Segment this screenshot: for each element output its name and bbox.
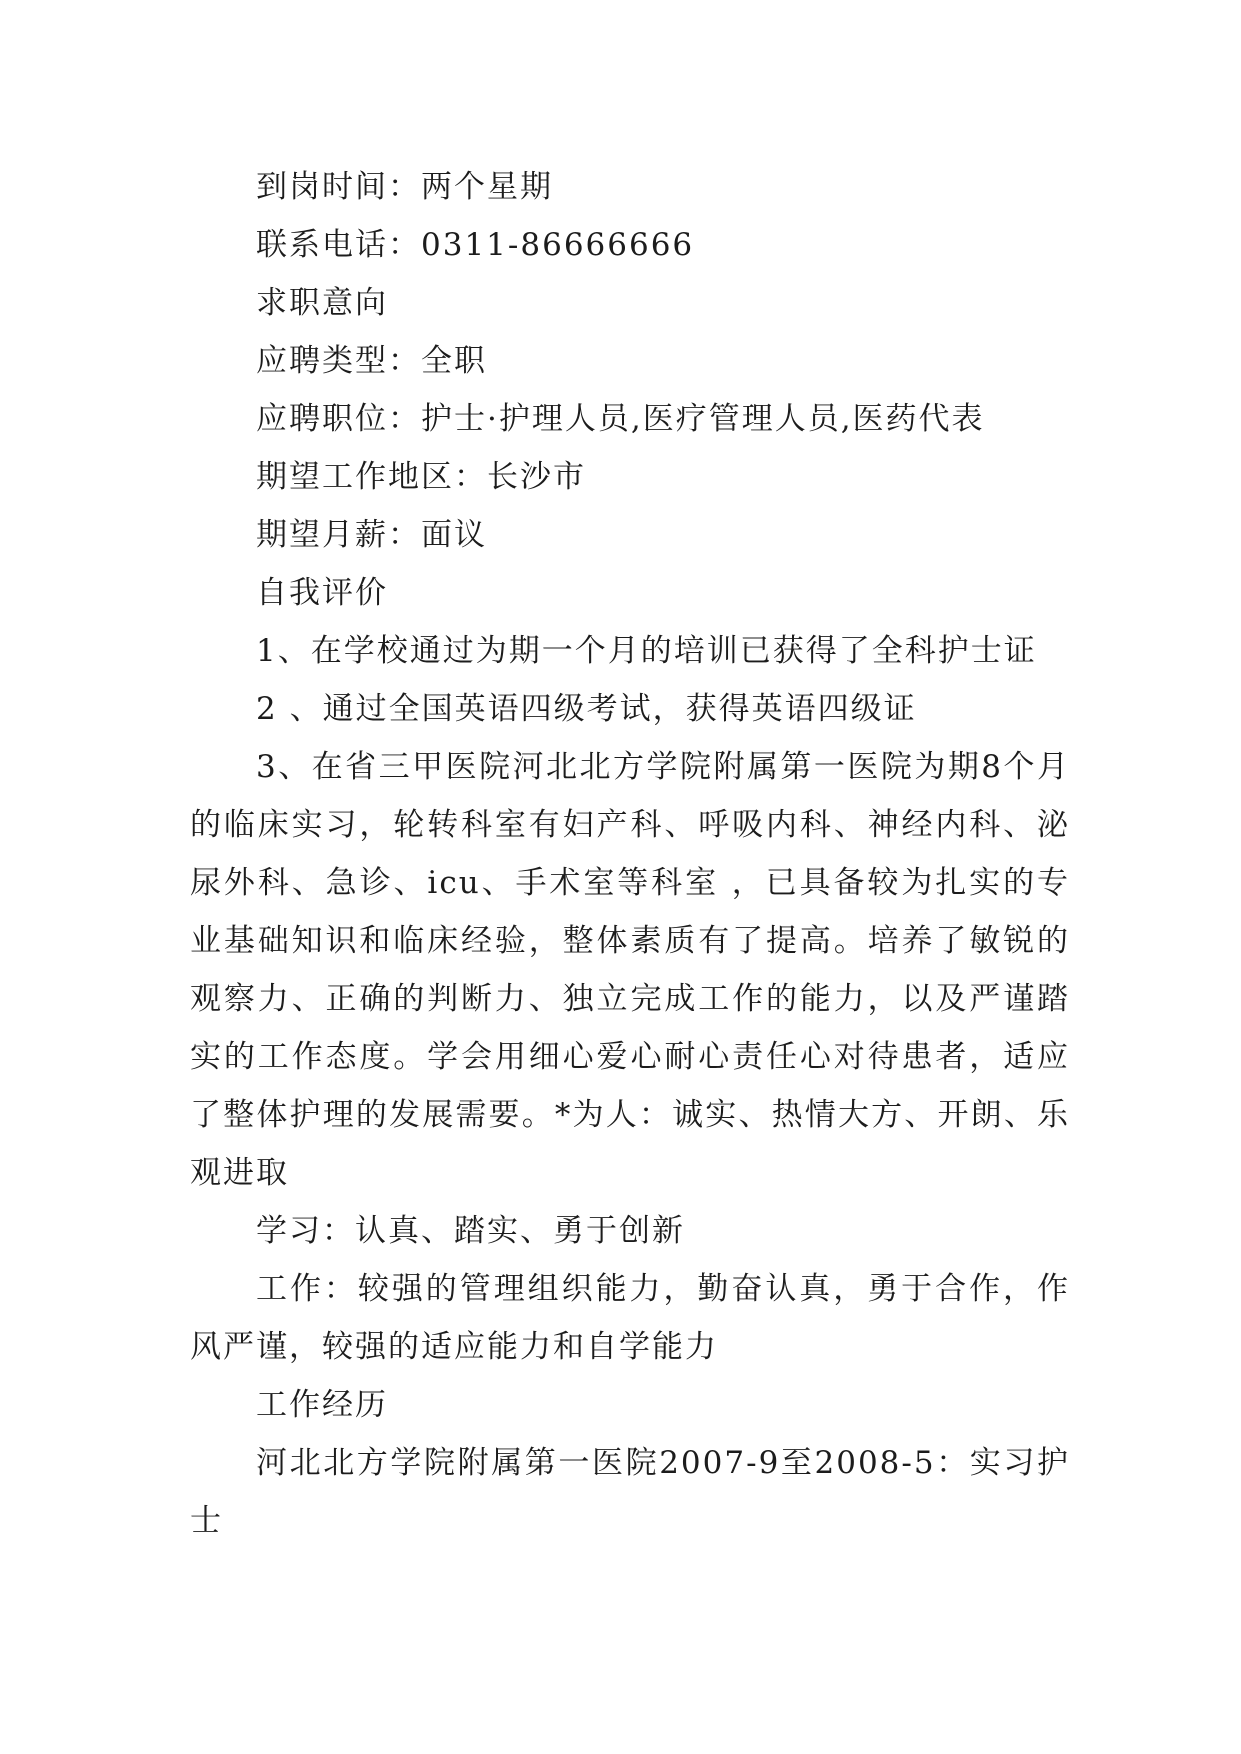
arrival-time-line: 到岗时间：两个星期 — [256, 169, 553, 205]
resume-content — [190, 158, 1070, 1550]
self-evaluation-item-3: 3、在省三甲医院河北北方学院附属第一医院为期8个月的临床实习，轮转科室有妇产科、呼吸内科、神经内科、泌尿外科、急诊、icu、手术室等科室 ，已具备较为扎实的专业基础知识和临床经验，整体素质有了提高。培养了敏锐的观察力、正确的判断力、独立完成工作的能力，以及严谨踏实的工作态度。学会用细心爱心耐心责任心对待患者，适应了整体护理的发展需要。*为人：诚实、热情大方、开朗、乐观进取 — [190, 749, 1070, 1191]
phone-line: 联系电话：0311-86666666 — [256, 227, 695, 263]
study-line: 学习：认真、踏实、勇于创新 — [256, 1213, 685, 1249]
desired-salary-line: 期望月薪：面议 — [256, 517, 487, 553]
self-evaluation-item-2: 2 、通过全国英语四级考试，获得英语四级证 — [256, 691, 917, 727]
work-history-entry: 河北北方学院附属第一医院2007-9至2008-5：实习护士 — [190, 1445, 1070, 1539]
self-evaluation-heading: 自我评价 — [256, 575, 388, 611]
desired-location-line: 期望工作地区：长沙市 — [256, 459, 586, 495]
positions-line: 应聘职位：护士·护理人员,医疗管理人员,医药代表 — [256, 401, 985, 437]
work-history-heading: 工作经历 — [256, 1387, 388, 1423]
job-intention-heading: 求职意向 — [256, 285, 388, 321]
self-evaluation-item-1: 1、在学校通过为期一个月的培训已获得了全科护士证 — [256, 633, 1037, 669]
work-paragraph: 工作：较强的管理组织能力，勤奋认真，勇于合作，作风严谨，较强的适应能力和自学能力 — [190, 1271, 1070, 1365]
job-type-line: 应聘类型：全职 — [256, 343, 487, 379]
